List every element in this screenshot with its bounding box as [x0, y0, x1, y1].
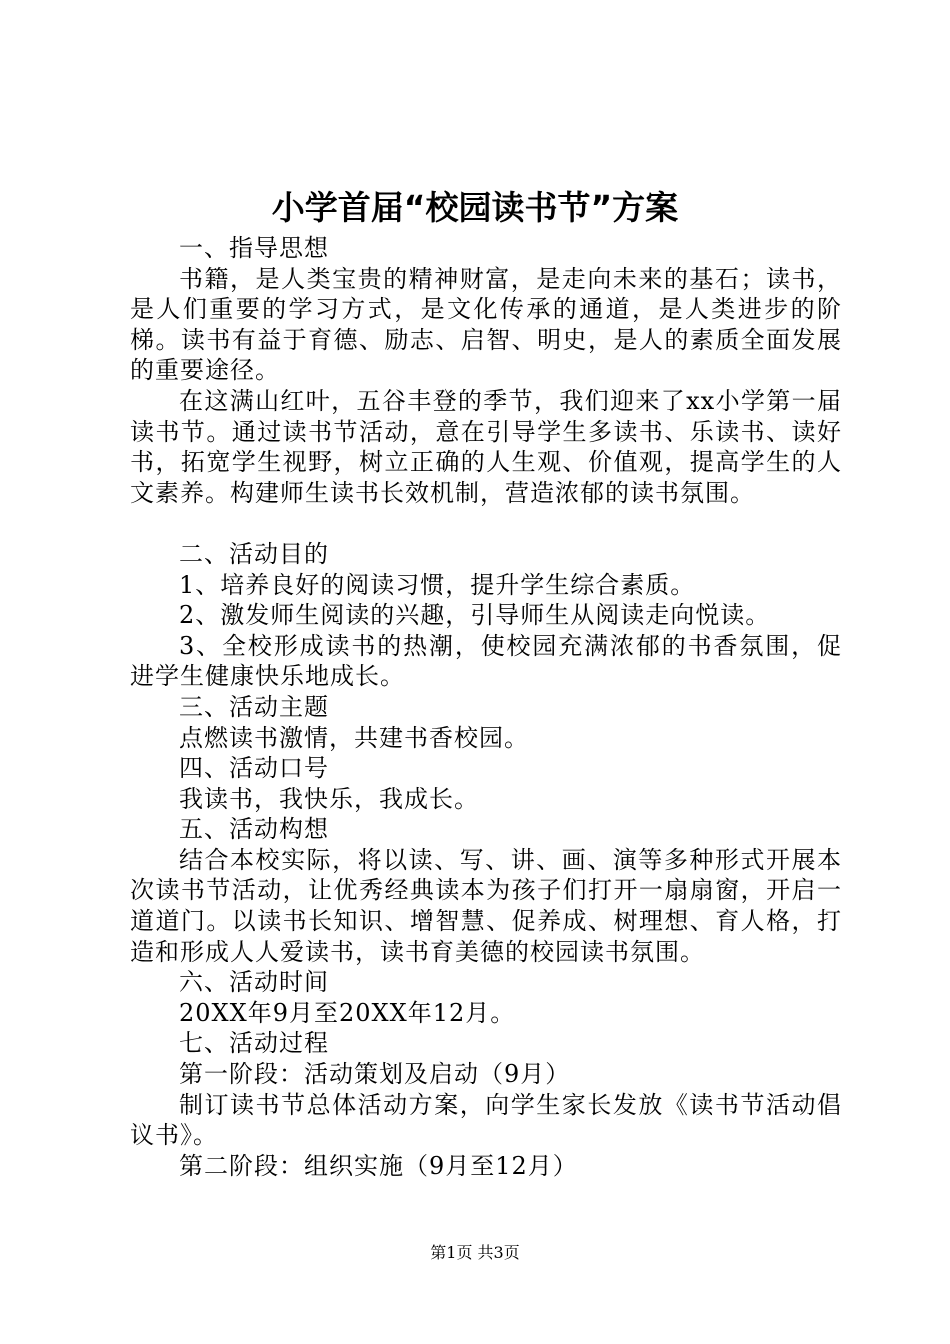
section-heading-goals: 二、活动目的 — [179, 539, 329, 568]
time-text: 20XX年9月至20XX年12月。 — [179, 998, 516, 1027]
slogan-text: 我读书，我快乐，我成长。 — [179, 784, 479, 813]
section-heading-process: 七、活动过程 — [179, 1029, 329, 1058]
stage-1-heading: 第一阶段：活动策划及启动（9月） — [179, 1060, 571, 1089]
goal-item-2: 2、激发师生阅读的兴趣，引导师生从阅读走向悦读。 — [179, 601, 771, 630]
section-heading-time: 六、活动时间 — [179, 968, 329, 997]
document-body — [130, 233, 842, 1181]
stage-2-heading: 第二阶段：组织实施（9月至12月） — [179, 1151, 578, 1180]
goal-item-1: 1、培养良好的阅读习惯，提升学生综合素质。 — [179, 570, 696, 599]
page-number-footer: 第1页 共3页 — [430, 1243, 520, 1262]
paragraph-books-value: 书籍，是人类宝贵的精神财富，是走向未来的基石；读书，是人们重要的学习方式，是文化传承的通道，是人类进步的阶梯。读书有益于育德、励志、启智、明史，是人的素质全面发展的重要途径。 — [130, 264, 842, 385]
section-heading-slogan: 四、活动口号 — [179, 754, 329, 783]
section-heading-concept: 五、活动构想 — [179, 815, 329, 844]
paragraph-reading-festival-intro: 在这满山红叶，五谷丰登的季节，我们迎来了xx小学第一届读书节。通过读书节活动，意在引导学生多读书、乐读书、读好书，拓宽学生视野，树立正确的人生观、价值观，提高学生的人文素养。构建师生读书长效机制，营造浓郁的读书氛围。 — [130, 386, 842, 507]
section-heading-theme: 三、活动主题 — [179, 692, 329, 721]
section-heading-guiding-idea: 一、指导思想 — [179, 234, 329, 262]
theme-text: 点燃读书激情，共建书香校园。 — [179, 723, 529, 752]
concept-text: 结合本校实际，将以读、写、讲、画、演等多种形式开展本次读书节活动，让优秀经典读本为孩子们打开一扇扇窗，开启一道道门。以读书长知识、增智慧、促养成、树理想、育人格，打造和形成人人爱读书，读书育美德的校园读书氛围。 — [130, 845, 842, 966]
document-title: 小学首届“校园读书节”方案 — [271, 188, 679, 227]
stage-1-text: 制订读书节总体活动方案，向学生家长发放《读书节活动倡议书》。 — [130, 1090, 842, 1150]
goal-item-3: 3、全校形成读书的热潮，使校园充满浓郁的书香氛围，促进学生健康快乐地成长。 — [130, 631, 842, 691]
blank-line — [130, 508, 842, 539]
